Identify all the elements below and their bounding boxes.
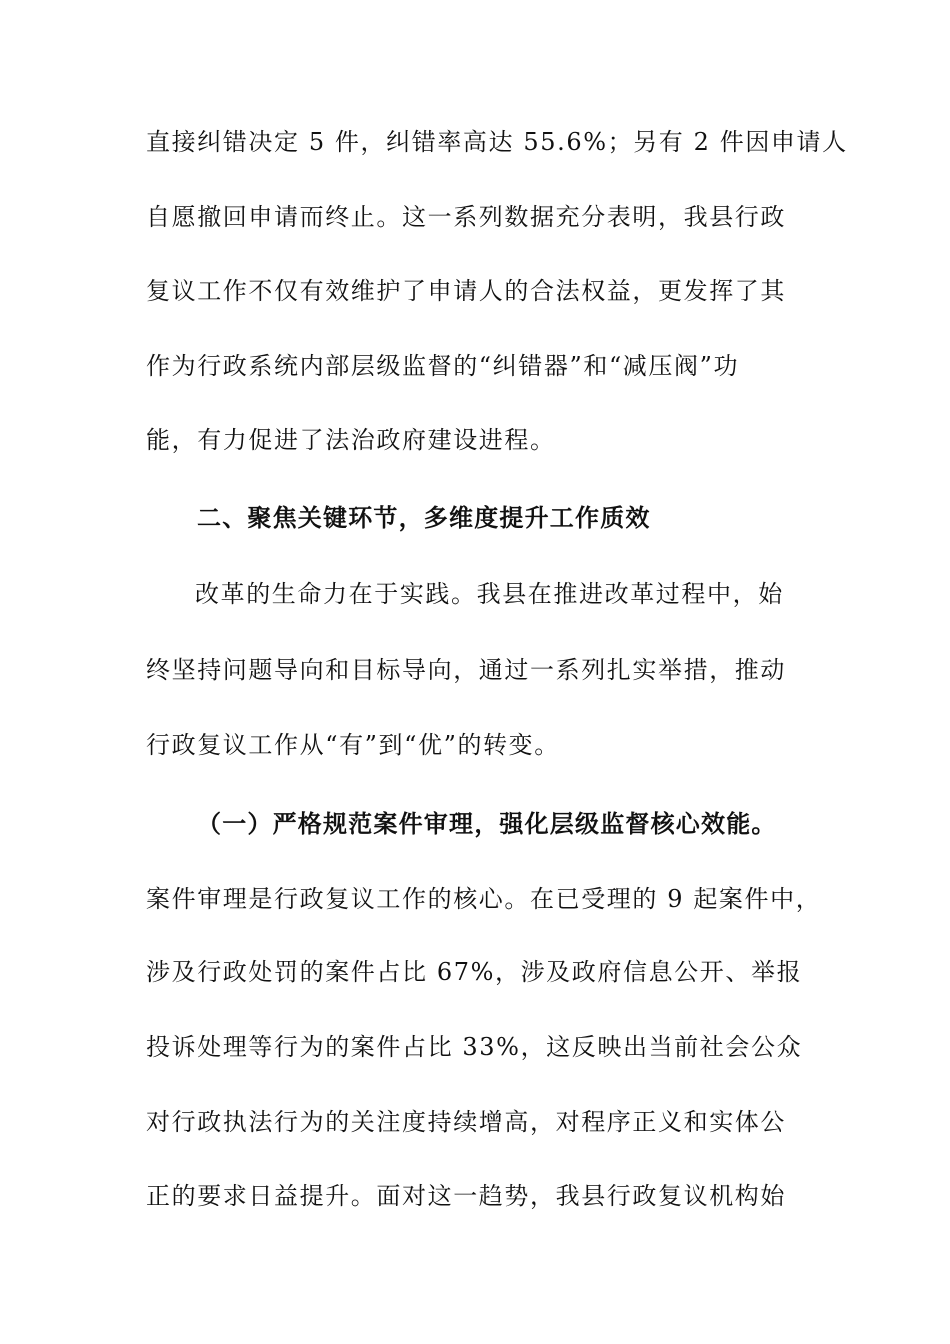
paragraph-1-line-5: 能，有力促进了法治政府建设进程。 bbox=[146, 426, 556, 454]
paragraph-1-line-2: 自愿撤回申请而终止。这一系列数据充分表明，我县行政 bbox=[146, 203, 786, 231]
paragraph-2-line-2: 终坚持问题导向和目标导向，通过一系列扎实举措，推动 bbox=[146, 656, 786, 684]
paragraph-2-line-3: 行政复议工作从“有”到“优”的转变。 bbox=[146, 731, 560, 759]
paragraph-3-line-2: 涉及行政处罚的案件占比 67%，涉及政府信息公开、举报 bbox=[146, 958, 803, 986]
paragraph-3-line-1: 案件审理是行政复议工作的核心。在已受理的 9 起案件中， bbox=[146, 885, 822, 913]
paragraph-3-line-3: 投诉处理等行为的案件占比 33%，这反映出当前社会公众 bbox=[146, 1033, 803, 1061]
paragraph-3-line-5: 正的要求日益提升。面对这一趋势，我县行政复议机构始 bbox=[146, 1182, 786, 1210]
paragraph-1-line-4: 作为行政系统内部层级监督的“纠错器”和“减压阀”功 bbox=[146, 352, 740, 380]
section-heading: 二、聚焦关键环节，多维度提升工作质效 bbox=[197, 503, 651, 532]
paragraph-1-line-1: 直接纠错决定 5 件，纠错率高达 55.6%；另有 2 件因申请人 bbox=[146, 128, 848, 156]
subsection-heading: （一）严格规范案件审理，强化层级监督核心效能。 bbox=[197, 809, 777, 838]
paragraph-1-line-3: 复议工作不仅有效维护了申请人的合法权益，更发挥了其 bbox=[146, 277, 786, 305]
paragraph-3-line-4: 对行政执法行为的关注度持续增高，对程序正义和实体公 bbox=[146, 1108, 786, 1136]
paragraph-2-line-1: 改革的生命力在于实践。我县在推进改革过程中，始 bbox=[195, 580, 784, 608]
